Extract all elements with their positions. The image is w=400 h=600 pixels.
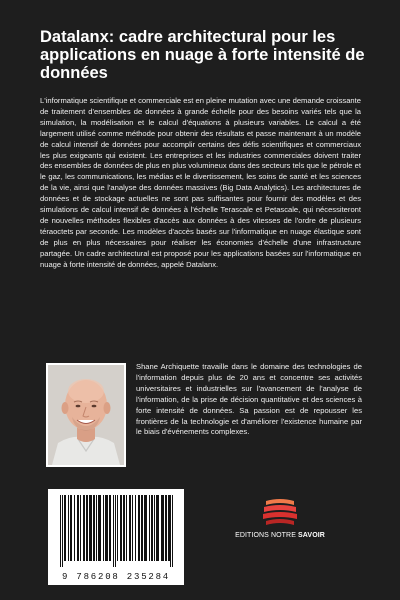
isbn-number: 9 786208 235284 xyxy=(61,572,170,582)
book-stack-logo-icon xyxy=(260,497,300,527)
book-title: Datalanx: cadre architectural pour les applications en nuage à forte intensité de données xyxy=(40,28,365,82)
publisher-name-prefix: EDITIONS NOTRE xyxy=(235,532,296,539)
book-description: L'informatique scientifique et commerciale est en pleine mutation avec une demande croissante de traitement d'ensembles de données à grande échelle pour des besoins variés tels que la simulation, la modélisation et le calcul d'équations à plusieurs variables. Le calcul a été largement utilisé comme méthode pour obtenir des résultats et passe maintenant à un modèle de calcul intensif de données pour accomplir certains des défis scientifiques et commerciaux les plus exigeants qui existent. Les entreprises et les industries commerciales doivent traiter des ensembles de données de plus en plus volumineux dans des secteurs tels que le pétrole et le gaz, les communications, les médias et le divertissement, les soins de santé et les sciences de la vie, ainsi que l'analyse des données massives (Big Data Analytics). Les architectures de données et de stockage actuelles ne sont pas suffisantes pour fournir des modèles et des simulations de calcul intensif de données à l'échelle Terascale et Petascale, qui nécessiteront de nouvelles méthodes flexibles d'accès aux données à des vitesses de l'ordre de plusieurs téraoctets par seconde. Les modèles d'accès basés sur l'informatique en nuage élastique sont de plus en plus nécessaires pour réaliser les économies d'échelle d'une infrastructure partagée. Un cadre architectural est proposé pour les applications basées sur l'informatique en nuage à forte intensité de données, appelé Datalanx. xyxy=(40,96,361,269)
author-portrait-image xyxy=(48,365,124,465)
publisher-name xyxy=(232,532,328,539)
author-photo xyxy=(46,363,126,467)
isbn-barcode xyxy=(48,489,184,585)
publisher-block xyxy=(232,497,328,557)
author-bio: Shane Archiquette travaille dans le domaine des technologies de l'information depuis plus de 20 ans et concentre ses activités universitaires et industrielles sur l'avancement de l'analyse de l'information, de la prise de décision quantitative et des sciences à forte intensité de données. Sa passion est de repousser les frontières de la technologie et d'améliorer l'existence humaine par le biais d'événements complexes. xyxy=(136,362,362,437)
barcode-bars xyxy=(48,489,184,569)
publisher-name-bold: SAVOIR xyxy=(298,532,325,539)
